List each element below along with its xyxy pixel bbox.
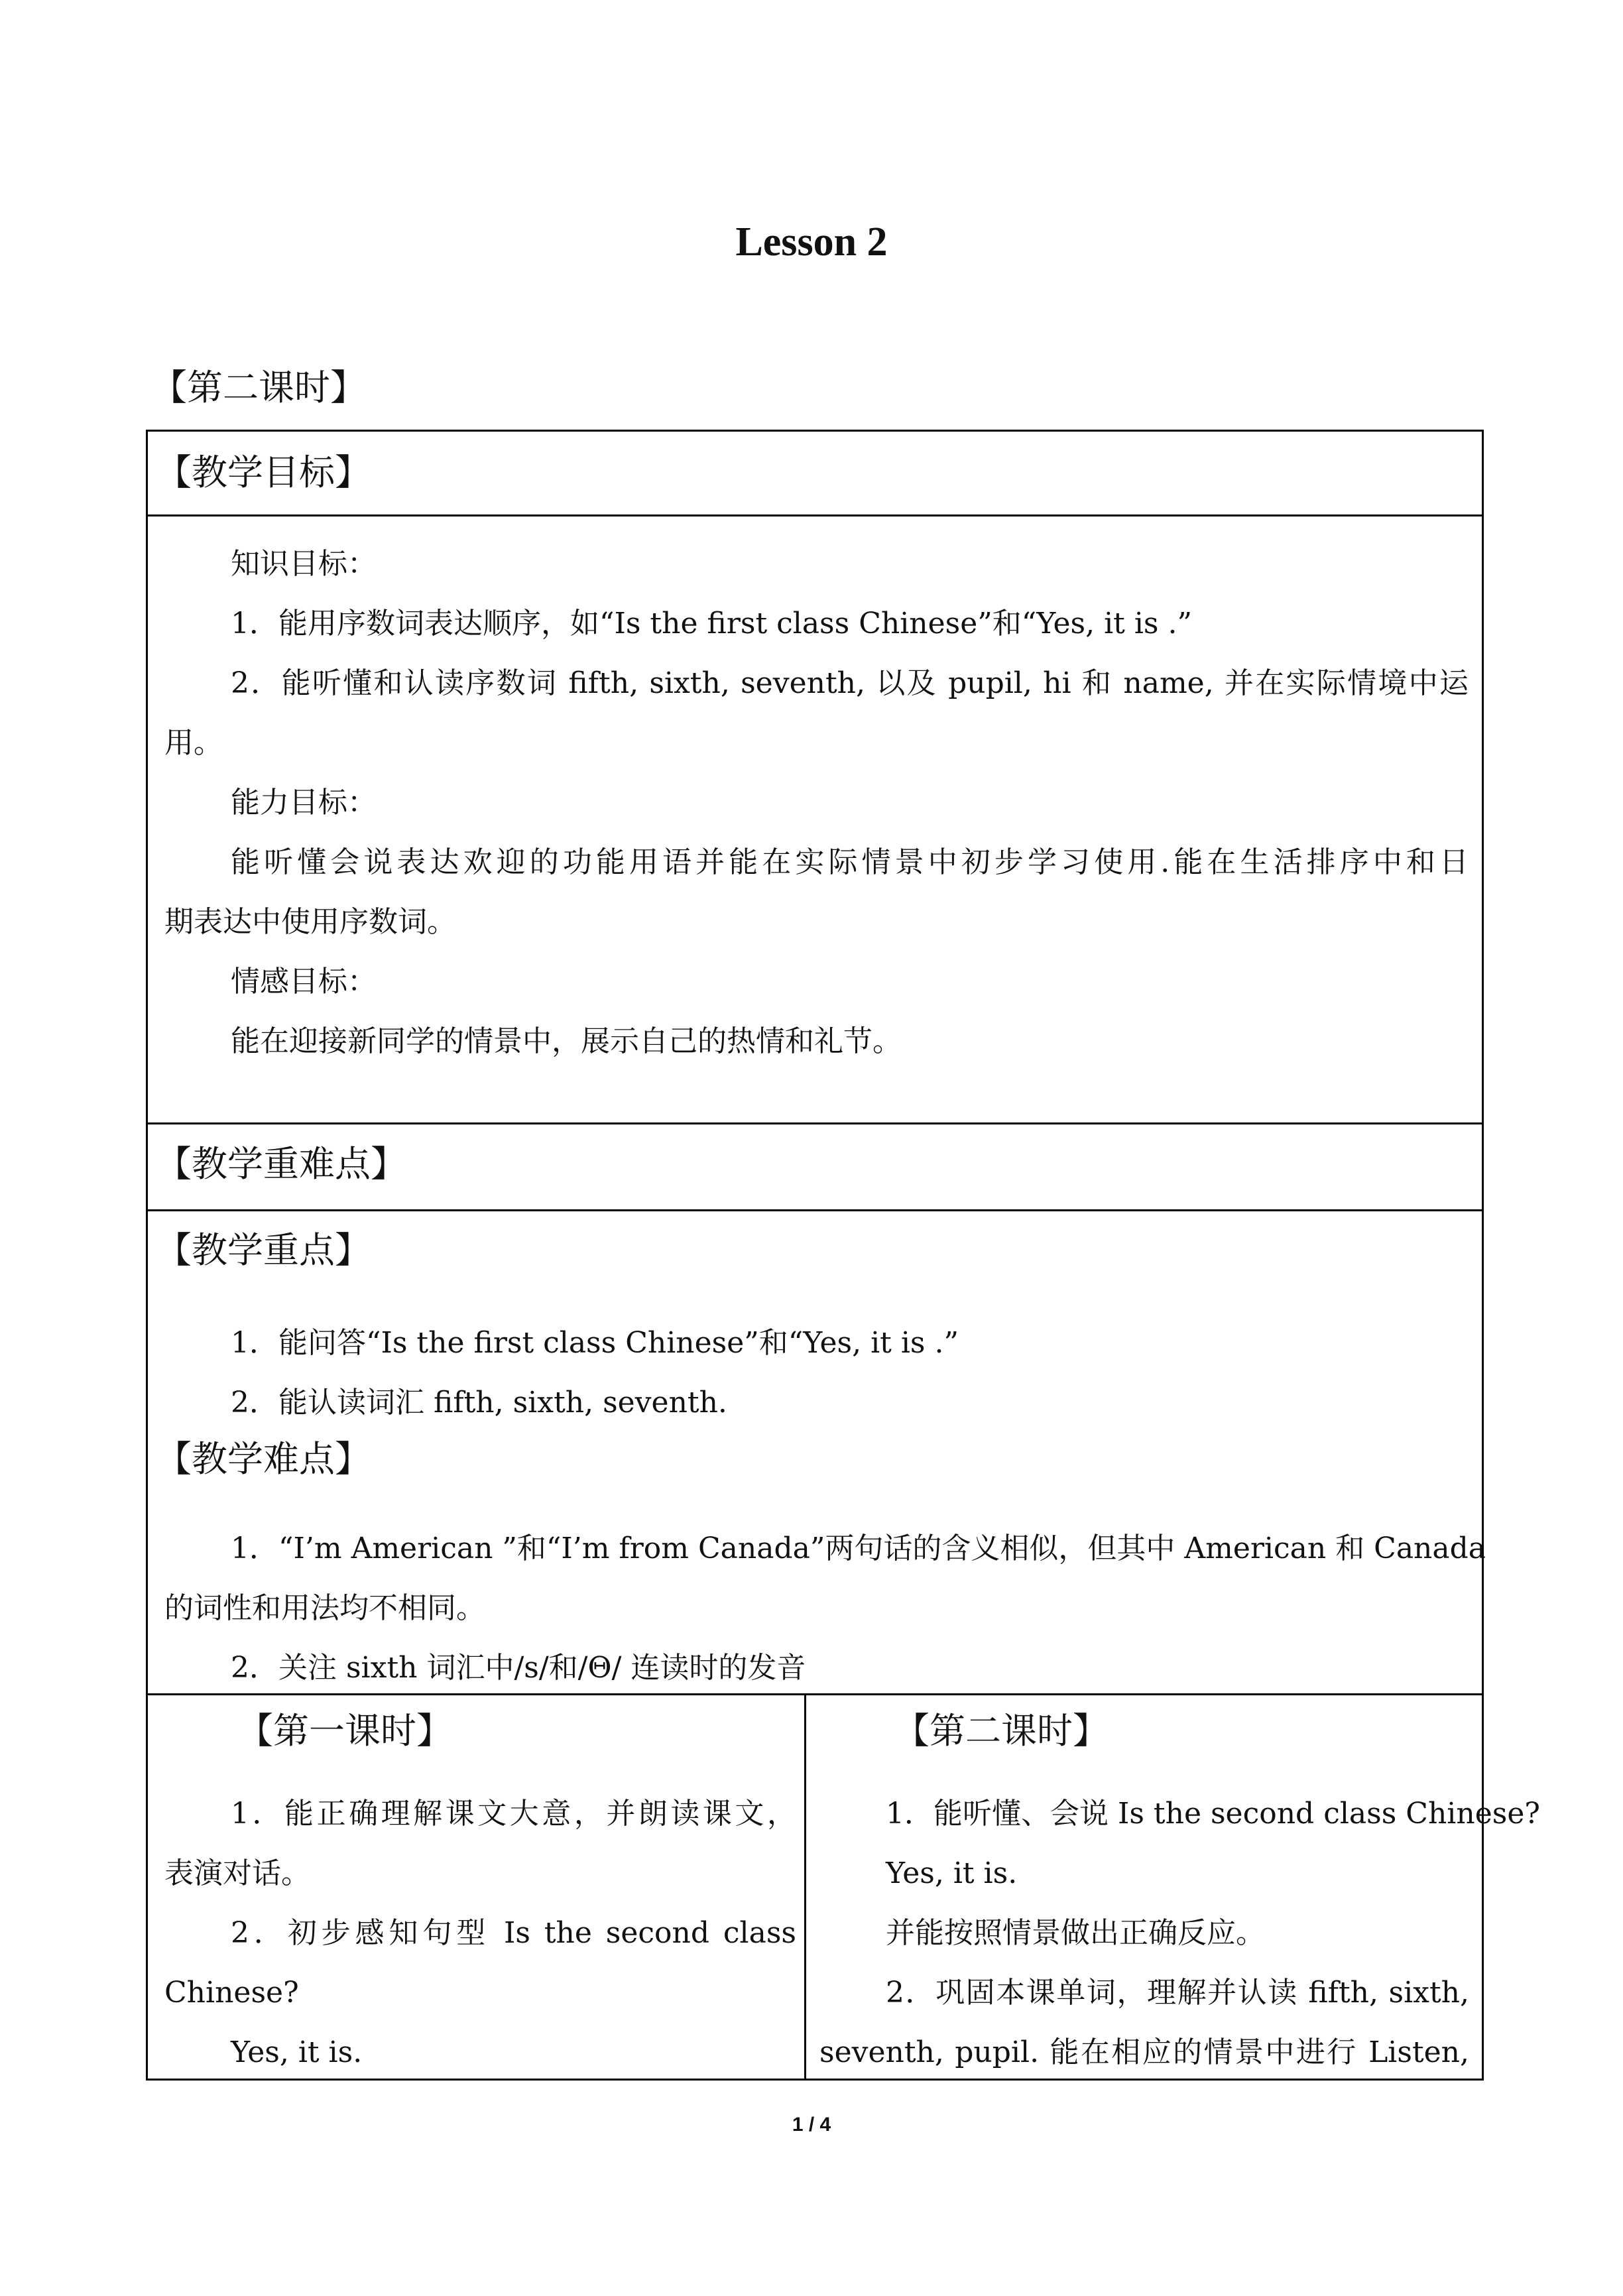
lesson1-item-2-line2: Chinese? [164, 1976, 299, 2010]
lesson1-item-3: Yes, it is. [231, 2035, 363, 2069]
knowledge-item-1: 1．能用序数词表达顺序，如“Is the first class Chinese”和“Yes, it is .” [231, 607, 1192, 640]
row-divider [148, 1122, 1482, 1124]
lesson1-heading: 【第一课时】 [237, 1710, 452, 1752]
lesson2-heading: 【第二课时】 [894, 1710, 1109, 1752]
section-label: 【第二课时】 [151, 367, 366, 408]
lesson2-item-1-line1: 1．能听懂、会说 Is the second class Chinese? [886, 1797, 1540, 1831]
difficult-point-1-line1: 1．“I’m American ”和“I’m from Canada”两句话的含义相似，但其中 American 和 Canada [231, 1532, 1486, 1565]
lesson1-item-1-line2: 表演对话。 [164, 1856, 310, 1890]
emotion-label: 情感目标： [231, 965, 377, 998]
ability-label: 能力目标： [231, 786, 377, 819]
knowledge-item-2-line2: 用。 [164, 726, 223, 760]
lesson1-item-1-line1: 1．能正确理解课文大意，并朗读课文， [231, 1797, 796, 1831]
row-divider [148, 1693, 1482, 1695]
column-divider [804, 1693, 806, 2081]
key-point-1: 1．能问答“Is the first class Chinese”和“Yes, it is .” [231, 1326, 959, 1360]
row-divider [148, 1209, 1482, 1211]
lesson2-item-2-line2: seventh, pupil. 能在相应的情景中进行 Listen, [819, 2035, 1469, 2069]
lesson-plan-table [146, 430, 1540, 2081]
emotion-item: 能在迎接新同学的情景中，展示自己的热情和礼节。 [231, 1024, 902, 1058]
page-number: 1 / 4 [792, 2114, 831, 2136]
difficult-point-1-line2: 的词性和用法均不相同。 [164, 1591, 485, 1625]
ability-item-line2: 期表达中使用序数词。 [164, 905, 456, 939]
knowledge-item-2-line1: 2．能听懂和认读序数词 fifth, sixth, seventh, 以及 pupil, hi 和 name, 并在实际情境中运 [231, 666, 1469, 700]
key-points-heading: 【教学重点】 [156, 1229, 371, 1271]
objectives-heading: 【教学目标】 [156, 452, 371, 493]
key-difficult-heading: 【教学重难点】 [156, 1143, 406, 1185]
difficult-points-heading: 【教学难点】 [156, 1438, 371, 1480]
lesson2-item-1-line3: 并能按照情景做出正确反应。 [886, 1916, 1265, 1950]
lesson2-item-2-line1: 2．巩固本课单词，理解并认读 fifth, sixth, [886, 1976, 1469, 2010]
ability-item-line1: 能听懂会说表达欢迎的功能用语并能在实际情景中初步学习使用.能在生活排序中和日 [231, 845, 1469, 879]
difficult-point-2: 2．关注 sixth 词汇中/s/和/Θ/ 连读时的发音 [231, 1651, 806, 1685]
lesson1-item-2-line1: 2．初步感知句型 Is the second class [231, 1916, 796, 1950]
knowledge-label: 知识目标： [231, 547, 377, 581]
lesson2-item-1-line2: Yes, it is. [886, 1856, 1018, 1890]
row-divider [148, 514, 1482, 516]
key-point-2: 2．能认读词汇 fifth, sixth, seventh. [231, 1386, 727, 1420]
lesson-title: Lesson 2 [735, 219, 888, 265]
